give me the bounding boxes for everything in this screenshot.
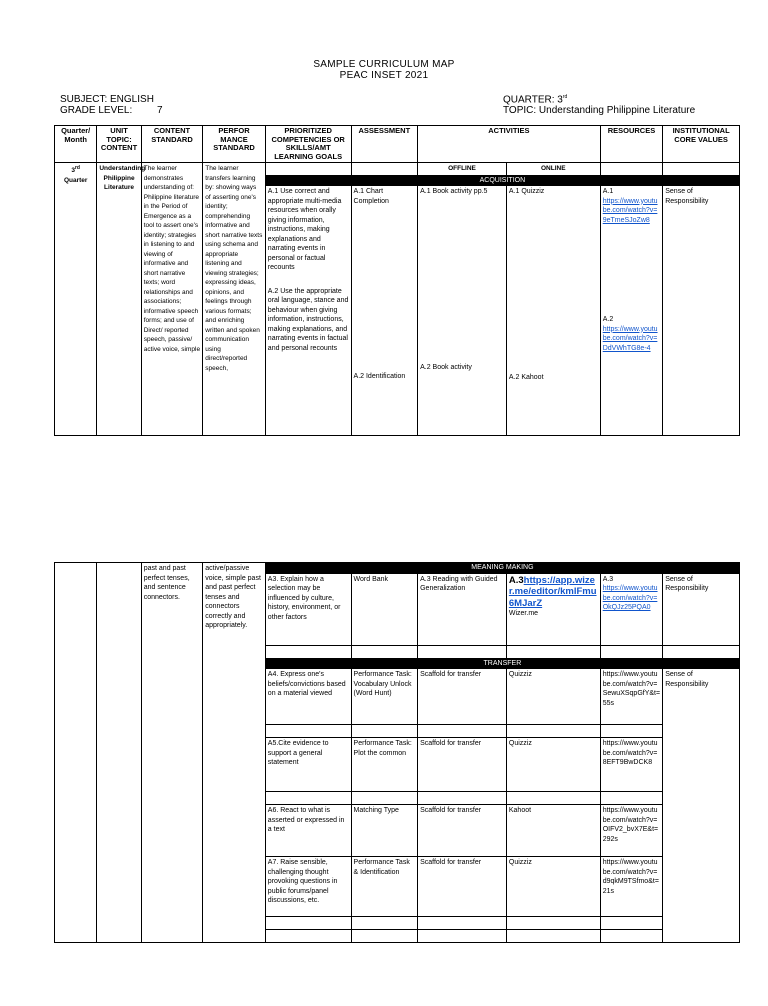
subject-label: SUBJECT: ENGLISH: [60, 94, 154, 105]
document-title: SAMPLE CURRICULUM MAP: [313, 59, 455, 70]
a4-offline: Scaffold for transfer: [418, 669, 507, 725]
assessment-cell: [351, 186, 418, 436]
col-performance-standard: PERFOR MANCE STANDARD: [203, 126, 266, 163]
transfer-label: TRANSFER: [265, 658, 739, 669]
unit-cell-cont: [97, 563, 141, 943]
header-row: [55, 126, 740, 163]
a3-resource-link[interactable]: https://www.youtube.com/watch?v=OkQJz25PQA0: [602, 585, 658, 611]
a6-resource[interactable]: https://www.youtube.com/watch?v=OIFV2_bvX7E&t=292s: [600, 805, 663, 857]
col-core-values: INSTITUTIONAL CORE VALUES: [663, 126, 740, 163]
topic-text: TOPIC: Understanding Philippine Literature: [503, 105, 696, 116]
performance-standard-cont: active/passive voice, simple past and past perfect tenses and connectors correctly and appropriately.: [203, 563, 266, 943]
performance-standard-cell: The learner transfers learning by: showing ways of asserting one's identity; comprehending informative and short narrative texts using schema and appropriate listening and viewing strategies; expressing ideas, opinions, and feelings through various formats; and enriching written and spoken communication using direct/reported speech,: [203, 163, 266, 436]
col-competencies: PRIORITIZED COMPETENCIES OR SKILLS/AMT LEARNING GOALS: [265, 126, 351, 163]
grade-label: GRADE LEVEL:: [60, 105, 133, 116]
resource-a2-link[interactable]: https://www.youtube.com/watch?v=DdVWhTG8e-4: [602, 325, 658, 352]
meaning-making-label: MEANING MAKING: [265, 563, 739, 574]
resource-a1-label: A.1: [602, 188, 614, 195]
a6-offline: Scaffold for transfer: [418, 805, 507, 857]
acquisition-label: ACQUISITION: [265, 175, 739, 186]
a3-resources: A.3 https://www.youtube.com/watch?v=OkQJz25PQA0: [600, 573, 663, 645]
a4-online: Quizziz: [506, 669, 600, 725]
col-content-standard: CONTENT STANDARD: [141, 126, 203, 163]
a7-competency: A7. Raise sensible, challenging thought provoking questions in public forums/panel discussions, etc.: [265, 857, 351, 917]
core-values-cell: Sense of Responsibility: [663, 186, 740, 436]
a7-resource[interactable]: https://www.youtube.com/watch?v=d9qkM9TSfmo&t=21s: [600, 857, 663, 917]
resource-a2-label: A.2: [602, 316, 614, 323]
a7-online: Quizziz: [506, 857, 600, 917]
a5-online: Quizziz: [506, 738, 600, 792]
online-label: ONLINE: [506, 163, 600, 176]
a7-offline: Scaffold for transfer: [418, 857, 507, 917]
col-quarter: Quarter/ Month: [55, 126, 97, 163]
col-assessment: ASSESSMENT: [351, 126, 418, 163]
a3-online: A.3https://app.wizer.me/editor/kmlFmu6MJarZ Wizer.me: [506, 573, 600, 645]
quarter-label: QUARTER: 3rd: [503, 94, 568, 106]
online-a2: A.2 Kahoot: [508, 373, 544, 381]
resource-a1-link[interactable]: https://www.youtube.com/watch?v=9eTmeSJoZw8: [602, 197, 658, 224]
competency-a2: A.2 Use the appropriate oral language, stance and behaviour when giving information, instructions, making explanations, and narrating events in factual and personal recounts: [267, 287, 349, 352]
a4-resource[interactable]: https://www.youtube.com/watch?v=SewuXSqpGfY&t=55s: [600, 669, 663, 725]
a5-competency: A5.Cite evidence to support a general statement: [265, 738, 351, 792]
a3-competency: A3. Explain how a selection may be influenced by culture, history, environment, or other factors: [265, 573, 351, 645]
curriculum-table-page1: [54, 125, 740, 436]
assessment-a2: A.2 Identification: [353, 373, 406, 380]
competency-a1: A.1 Use correct and appropriate multi-media resources when orally giving information, instructions, making explanations and narrating events in personal or factual recounts: [267, 188, 342, 271]
a4-competency: A4. Express one's beliefs/convictions based on a material viewed: [265, 669, 351, 725]
offline-label: OFFLINE: [418, 163, 507, 176]
wizer-link[interactable]: https://app.wizer.me/editor/kmlFmu6MJarZ: [508, 574, 597, 609]
a7-assessment: Performance Task & Identification: [351, 857, 418, 917]
quarter-cell: 3rd Quarter: [55, 163, 97, 436]
a4-values: Sense of Responsibility: [663, 669, 740, 943]
grade-value: 7: [157, 105, 163, 116]
a6-competency: A6. React to what is asserted or expressed in a text: [265, 805, 351, 857]
meaning-making-band: [55, 563, 740, 574]
a3-values: Sense of Responsibility: [663, 573, 740, 645]
a6-online: Kahoot: [506, 805, 600, 857]
curriculum-table-page2: [54, 562, 740, 943]
col-activities: ACTIVITIES: [418, 126, 601, 163]
online-a1: A.1 Quizziz: [508, 188, 545, 195]
col-resources: RESOURCES: [600, 126, 663, 163]
assessment-a1: A.1 Chart Completion: [353, 188, 389, 205]
col-unit: UNIT TOPIC: CONTENT: [97, 126, 141, 163]
unit-topic-cell: Understanding Philippine Literature: [97, 163, 141, 436]
topic-label: [503, 105, 695, 116]
offline-a2: A.2 Book activity: [420, 363, 472, 371]
a3-assessment: Word Bank: [351, 573, 418, 645]
a3-offline: A.3 Reading with Guided Generalization: [418, 573, 507, 645]
grade-level: [60, 105, 163, 116]
content-standard-cont: past and past perfect tenses, and sentence connectors.: [141, 563, 203, 943]
activities-subheader-row: [55, 163, 740, 176]
content-standard-cell: The learner demonstrates understanding of: Philippine literature in the Period of Emergence as a tool to assert one's identity; strategies in listening to and viewing of informative and short narrative texts; word relationships and associations; informative speech forms; and use of Direct/ reported speech, passive/ active voice, simple: [141, 163, 203, 436]
resources-cell: [600, 186, 663, 436]
online-cell: [506, 186, 600, 436]
a6-assessment: Matching Type: [351, 805, 418, 857]
quarter-cell-cont: [55, 563, 97, 943]
document-subtitle: PEAC INSET 2021: [339, 70, 429, 81]
a4-assessment: Performance Task: Vocabulary Unlock (Word Hunt): [351, 669, 418, 725]
competency-cell: [265, 186, 351, 436]
a5-assessment: Performance Task: Plot the common: [351, 738, 418, 792]
a5-resource[interactable]: https://www.youtube.com/watch?v=8EFT9BwDCK8: [600, 738, 663, 792]
offline-cell: [418, 186, 507, 436]
a5-offline: Scaffold for transfer: [418, 738, 507, 792]
offline-a1: A.1 Book activity pp.5: [420, 188, 488, 195]
